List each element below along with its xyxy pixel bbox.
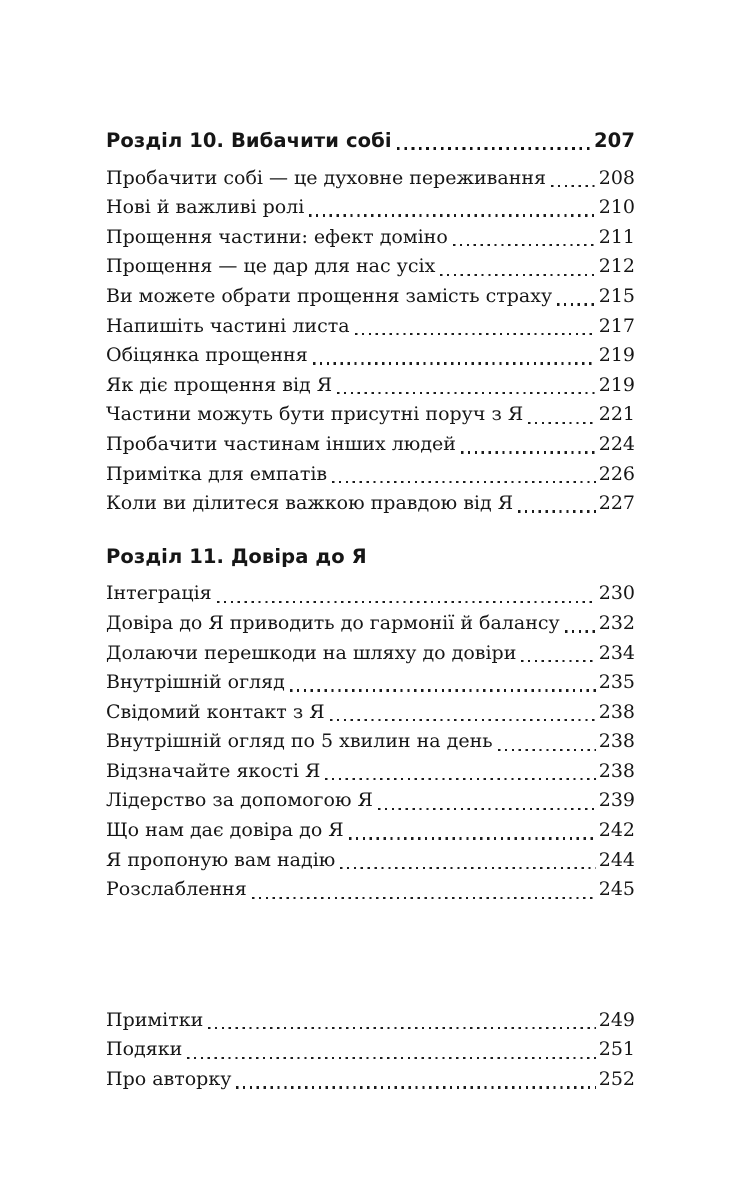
toc-entry-title: Що нам дає довіра до Я — [106, 819, 344, 842]
toc-entry-page-number: 227 — [598, 492, 635, 515]
toc-section — [106, 542, 635, 905]
dot-leader — [313, 362, 596, 364]
toc-entry — [106, 430, 635, 460]
toc-entry-title: Внутрішній огляд по 5 хвилин на день — [106, 730, 493, 753]
toc-entry — [106, 579, 635, 609]
toc-entry-page-number: 238 — [598, 730, 635, 753]
toc-entry — [106, 668, 635, 698]
toc-entry-title: Я пропоную вам надію — [106, 848, 336, 871]
toc-entry — [106, 609, 635, 639]
dot-leader — [518, 510, 596, 512]
dot-leader — [461, 451, 596, 453]
toc-entry — [106, 371, 635, 401]
toc-entry — [106, 816, 635, 846]
dot-leader — [340, 867, 595, 869]
toc-entry — [106, 727, 635, 757]
toc-section-heading: Розділ 11. Довіра до Я — [106, 544, 367, 568]
toc-entry — [106, 312, 635, 342]
toc-entry — [106, 460, 635, 490]
dot-leader — [440, 274, 595, 276]
dot-leader — [290, 689, 596, 691]
toc-entry — [106, 875, 635, 905]
toc-entry-title: Напишіть частині листа — [106, 314, 350, 337]
toc-entry-page-number: 217 — [598, 314, 635, 337]
toc-entry-title: Свідомий контакт з Я — [106, 700, 325, 723]
toc-entry-title: Пробачити частинам інших людей — [106, 432, 456, 455]
toc-entry-page-number: 211 — [598, 225, 635, 248]
toc-entry-page-number: 252 — [598, 1068, 635, 1091]
dot-leader — [378, 808, 596, 810]
toc-entry — [106, 489, 635, 519]
toc-entry-page-number: 244 — [598, 848, 635, 871]
dot-leader — [349, 837, 596, 839]
toc-entry — [106, 1065, 635, 1095]
toc-entry-page-number: 208 — [598, 166, 635, 189]
toc-entry-page-number: 230 — [598, 582, 635, 605]
dot-leader — [208, 1027, 595, 1029]
toc-entry — [106, 193, 635, 223]
toc-section-entries — [106, 579, 635, 905]
toc-entry — [106, 639, 635, 669]
dot-leader — [565, 630, 596, 632]
toc-entry-title: Лідерство за допомогою Я — [106, 789, 373, 812]
toc-entry-title: Примітка для емпатів — [106, 462, 328, 485]
dot-leader — [187, 1057, 596, 1059]
dot-leader — [355, 333, 596, 335]
toc-entry-page-number: 245 — [598, 878, 635, 901]
toc-section-heading-row — [106, 126, 635, 156]
toc-entry — [106, 164, 635, 194]
dot-leader — [332, 481, 596, 483]
dot-leader — [217, 601, 596, 603]
toc-entry-title: Подяки — [106, 1038, 183, 1061]
toc-entry — [106, 698, 635, 728]
toc-entry-title: Прощення — це дар для нас усіх — [106, 255, 436, 278]
toc-section-entries — [106, 1006, 635, 1095]
toc-entry — [106, 223, 635, 253]
toc-entry-page-number: 234 — [598, 641, 635, 664]
toc-section — [106, 1006, 635, 1095]
toc-entry-title: Примітки — [106, 1008, 204, 1031]
toc-entry-title: Пробачити собі — це духовне переживання — [106, 166, 547, 189]
toc-entry — [106, 786, 635, 816]
toc-entry-page-number: 210 — [598, 196, 635, 219]
dot-leader — [521, 660, 595, 662]
dot-leader — [397, 147, 591, 150]
toc-entry — [106, 282, 635, 312]
dot-leader — [453, 244, 596, 246]
toc-entry-title: Частини можуть бути присутні поруч з Я — [106, 403, 524, 426]
toc-entry-page-number: 251 — [598, 1038, 635, 1061]
dot-leader — [551, 185, 596, 187]
toc-entry-title: Коли ви ділитеся важкою правдою від Я — [106, 492, 514, 515]
toc-entry-title: Обіцянка прощення — [106, 344, 308, 367]
dot-leader — [330, 719, 596, 721]
toc-entry-title: Ви можете обрати прощення замість страху — [106, 284, 553, 307]
toc-entry-page-number: 226 — [598, 462, 635, 485]
toc-section-entries — [106, 164, 635, 519]
toc-entry — [106, 846, 635, 876]
toc-entry-title: Долаючи перешкоди на шляху до довіри — [106, 641, 517, 664]
toc-entry-title: Відзначайте якості Я — [106, 759, 321, 782]
toc-section-heading: Розділ 10. Вибачити собі — [106, 129, 392, 152]
toc-entry-page-number: 242 — [598, 819, 635, 842]
toc-entry-title: Нові й важливі ролі — [106, 196, 305, 219]
toc-entry — [106, 1035, 635, 1065]
dot-leader — [325, 778, 595, 780]
toc-section — [106, 126, 635, 519]
table-of-contents — [106, 126, 635, 1095]
toc-entry-page-number: 238 — [598, 700, 635, 723]
toc-entry-title: Про авторку — [106, 1068, 232, 1091]
toc-entry-page-number: 249 — [598, 1008, 635, 1031]
toc-entry — [106, 252, 635, 282]
toc-entry-page-number: 219 — [598, 373, 635, 396]
dot-leader — [337, 392, 596, 394]
toc-entry-page-number: 221 — [598, 403, 635, 426]
toc-entry-page-number: 232 — [598, 611, 635, 634]
toc-entry-page-number: 239 — [598, 789, 635, 812]
toc-section-page-number: 207 — [593, 129, 635, 152]
toc-entry — [106, 341, 635, 371]
toc-entry-title: Внутрішній огляд — [106, 671, 285, 694]
dot-leader — [309, 214, 595, 216]
toc-entry-page-number: 215 — [598, 284, 635, 307]
toc-entry-title: Розслаблення — [106, 878, 247, 901]
toc-entry-page-number: 212 — [598, 255, 635, 278]
toc-entry-title: Як діє прощення від Я — [106, 373, 333, 396]
dot-leader — [236, 1086, 595, 1088]
toc-section-heading-row — [106, 542, 635, 572]
toc-entry-page-number: 235 — [598, 671, 635, 694]
dot-leader — [528, 422, 596, 424]
dot-leader — [498, 749, 596, 751]
toc-entry-title: Довіра до Я приводить до гармонії й балансу — [106, 611, 560, 634]
toc-entry — [106, 400, 635, 430]
toc-entry-title: Прощення частини: ефект доміно — [106, 225, 448, 248]
toc-entry-page-number: 219 — [598, 344, 635, 367]
toc-entry-page-number: 238 — [598, 759, 635, 782]
toc-entry — [106, 1006, 635, 1036]
dot-leader — [557, 303, 596, 305]
toc-entry — [106, 757, 635, 787]
toc-entry-page-number: 224 — [598, 432, 635, 455]
dot-leader — [252, 897, 596, 899]
toc-entry-title: Інтеграція — [106, 582, 212, 605]
